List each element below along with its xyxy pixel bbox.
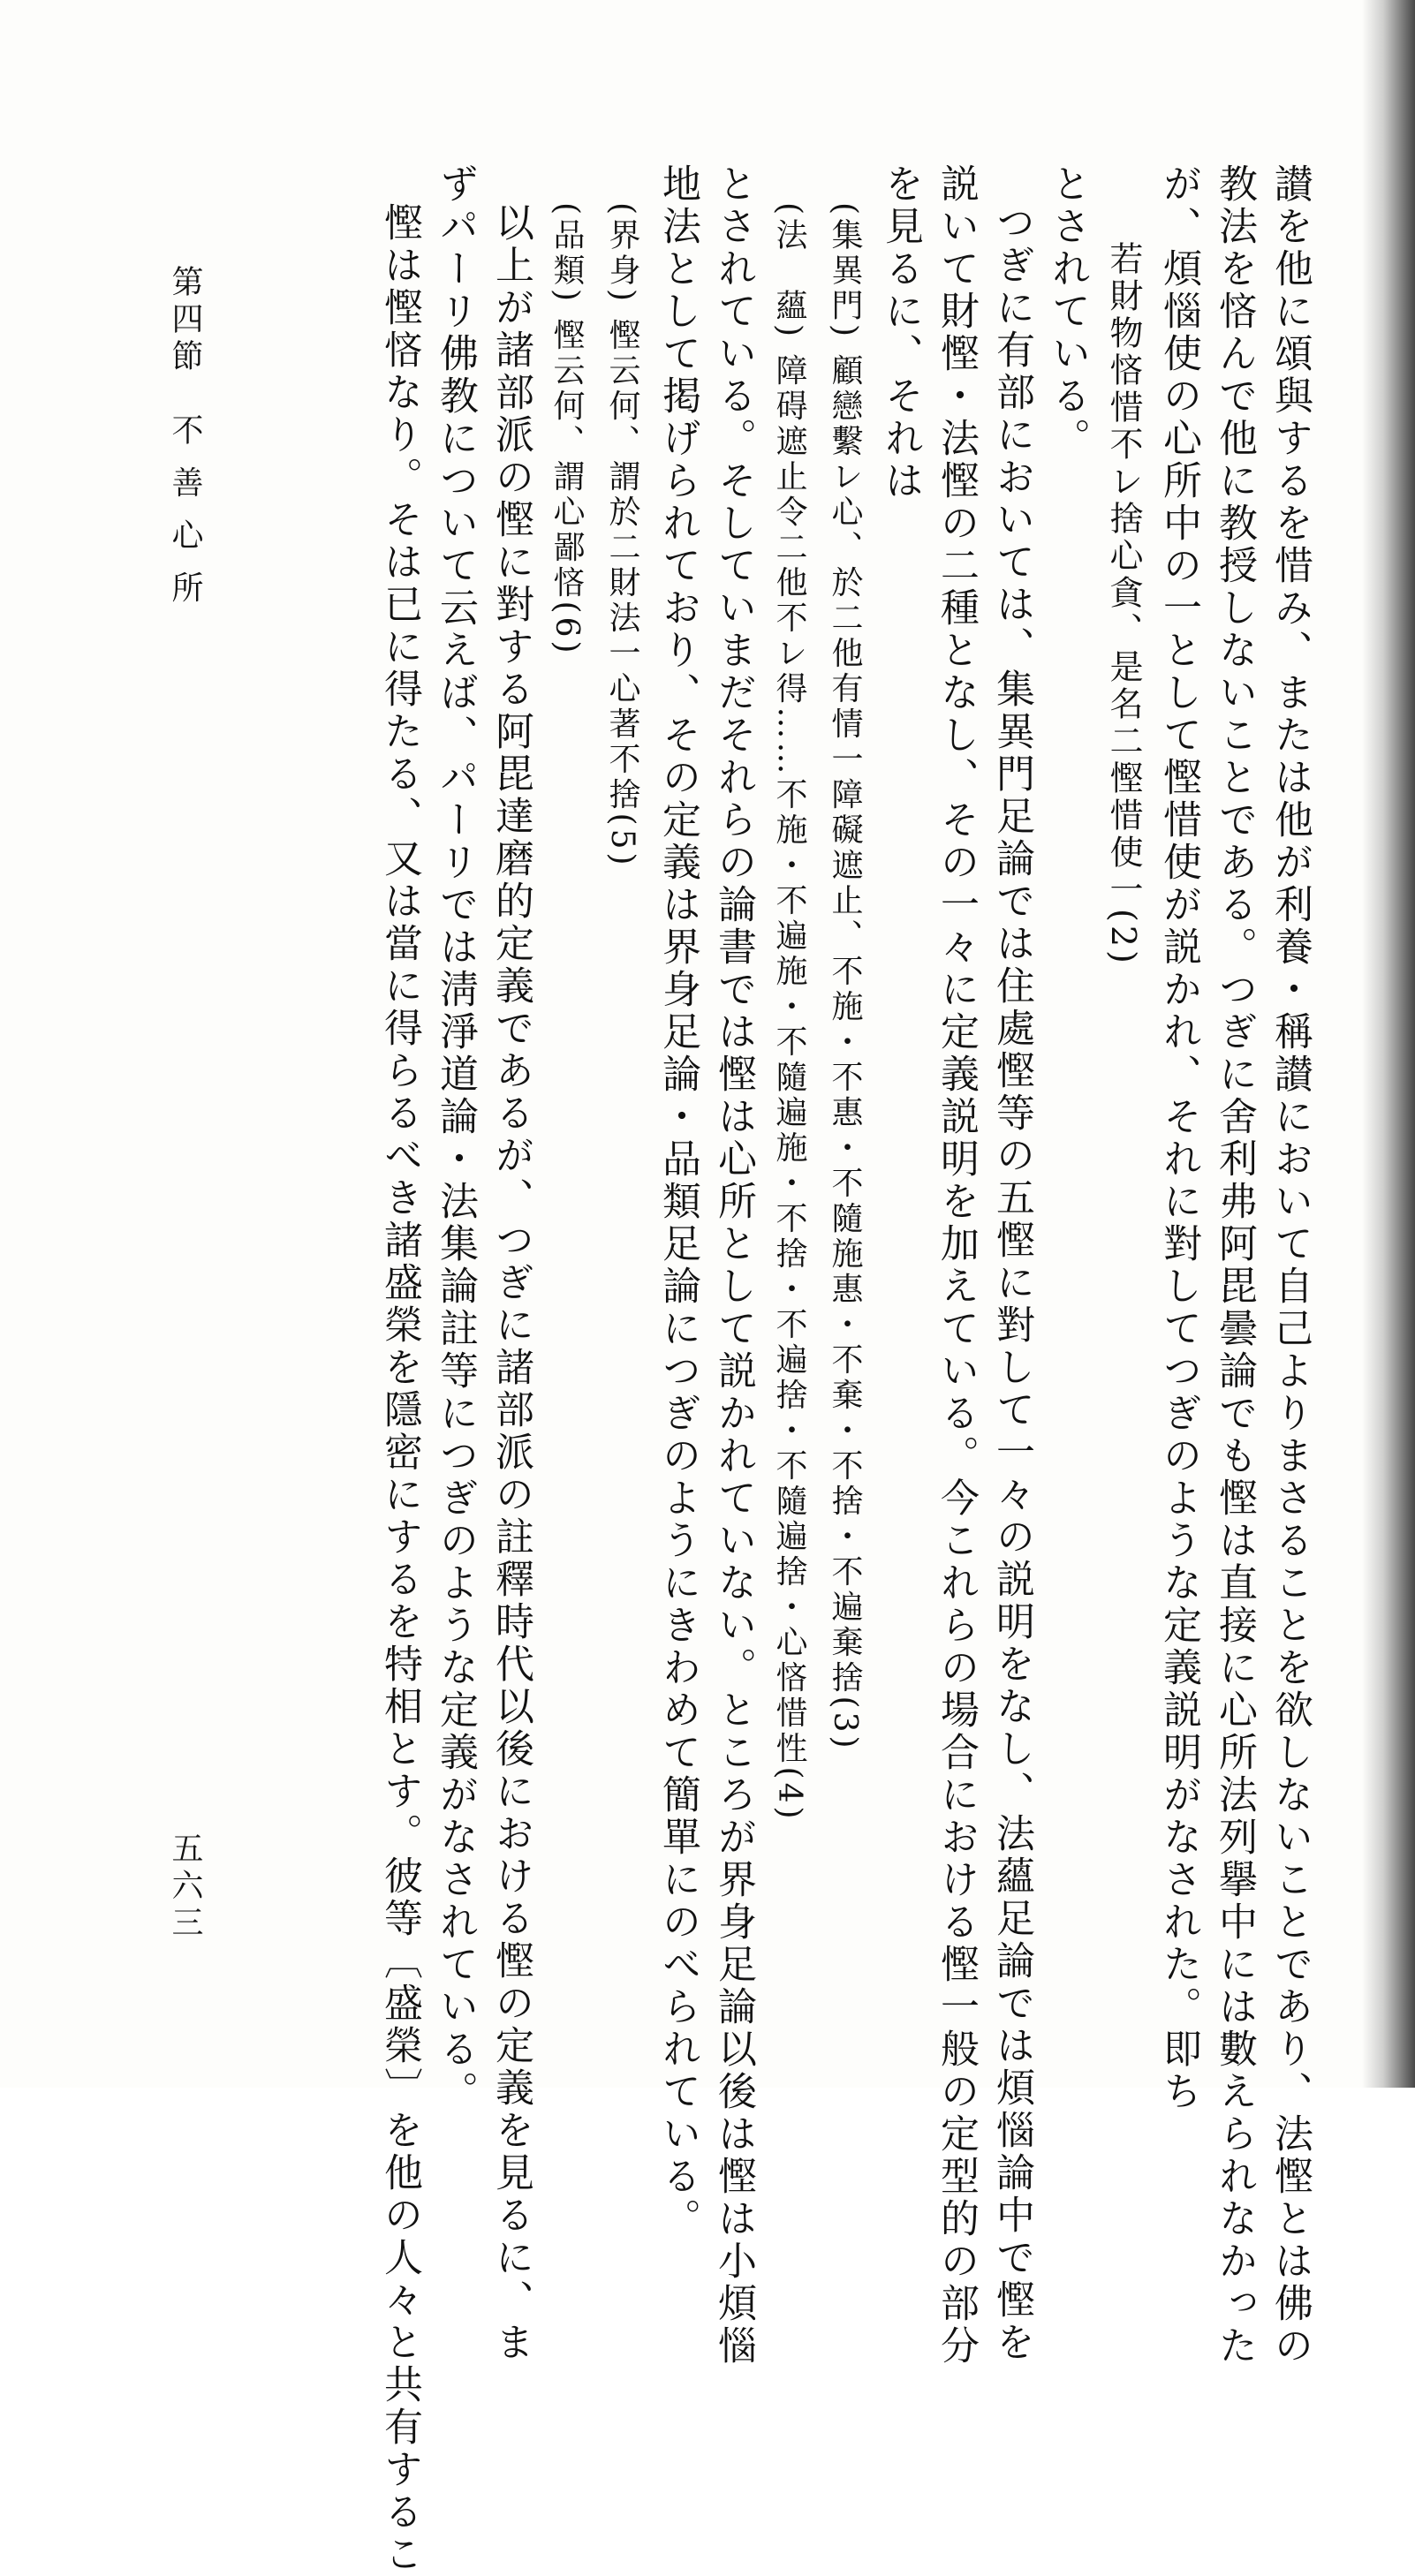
body-line-16: ずパーリ佛教について云えば、パーリでは淸淨道論・法集論註等につぎのような定義がなされている。 xyxy=(433,163,478,2113)
body-line-6: つぎに有部においては、集異門足論では住處慳等の五慳に對して一々の説明をなし、法蘊足論では煩惱論中で慳を xyxy=(989,202,1034,2364)
body-line-1: 讃を他に頌與するを惜み、または他が利養・稱讃において自己よりまさることを欲しないことであり、法慳とは佛の xyxy=(1267,163,1313,2368)
body-line-12: 地法として掲げられており、その定義は界身足論・品類足論につぎのようにきわめて簡單にのべられている。 xyxy=(655,163,700,2240)
scan-shadow-edge xyxy=(1362,0,1415,2088)
body-line-3: が、煩惱使の心所中の一として慳惜使が説かれ、それに對してつぎのような定義説明がなされた。即ち xyxy=(1156,163,1201,2113)
quote-line-fayun: (法 蘊) 障碍遮止令二他不レ得……不施・不遍施・不隨遍施・不捨・不遍捨・不隨遍捨・心悋惜性(4) xyxy=(771,202,807,1823)
section-heading: 第四節 不 善 心 所 xyxy=(167,265,203,608)
body-line-5: とされている。 xyxy=(1045,163,1090,460)
quote-line-sariputra: 若財物悋惜不レ捨心貪、是名二慳惜使一(2) xyxy=(1104,241,1143,967)
quote-line-shuimen: (集異門) 顧戀繫レ心、於二他有情一障礙遮止、不施・不惠・不隨施惠・不棄・不捨・不遍棄捨(3) xyxy=(827,202,863,1752)
body-text-column xyxy=(372,163,1318,2576)
body-line-11: とされている。そしていまだそれらの論書では慳は心所として説かれていない。ところが界身足論以後は慳は小煩惱 xyxy=(711,163,756,2368)
body-line-17: 慳は慳悋なり。そは已に得たる、又は當に得らるべき諸盛榮を隱密にするを特相とす。彼等〔盛榮〕を他の人々と共有するこ xyxy=(377,202,422,2576)
page-number: 五六三 xyxy=(167,1832,203,1943)
body-line-7: 説いて財慳・法慳の二種となし、その一々に定義説明を加えている。今これらの場合における慳一般の定型的の部分 xyxy=(934,163,979,2368)
body-line-15: 以上が諸部派の慳に對する阿毘達磨的定義であるが、つぎに諸部派の註釋時代以後における慳の定義を見るに、ま xyxy=(488,202,533,2364)
quote-line-jieshen: (界身) 慳云何、謂於二財法一心著不捨(5) xyxy=(604,202,640,869)
body-line-2: 教法を悋んで他に教授しないことである。つぎに舍利弗阿毘曇論でも慳は直接に心所法列擧中には數えられなかった xyxy=(1212,163,1257,2368)
page-footer xyxy=(155,265,208,1943)
body-line-8: を見るに、それは xyxy=(878,163,923,502)
quote-line-pinlei: (品類) 慳云何、謂心鄙悋(6) xyxy=(549,202,585,657)
